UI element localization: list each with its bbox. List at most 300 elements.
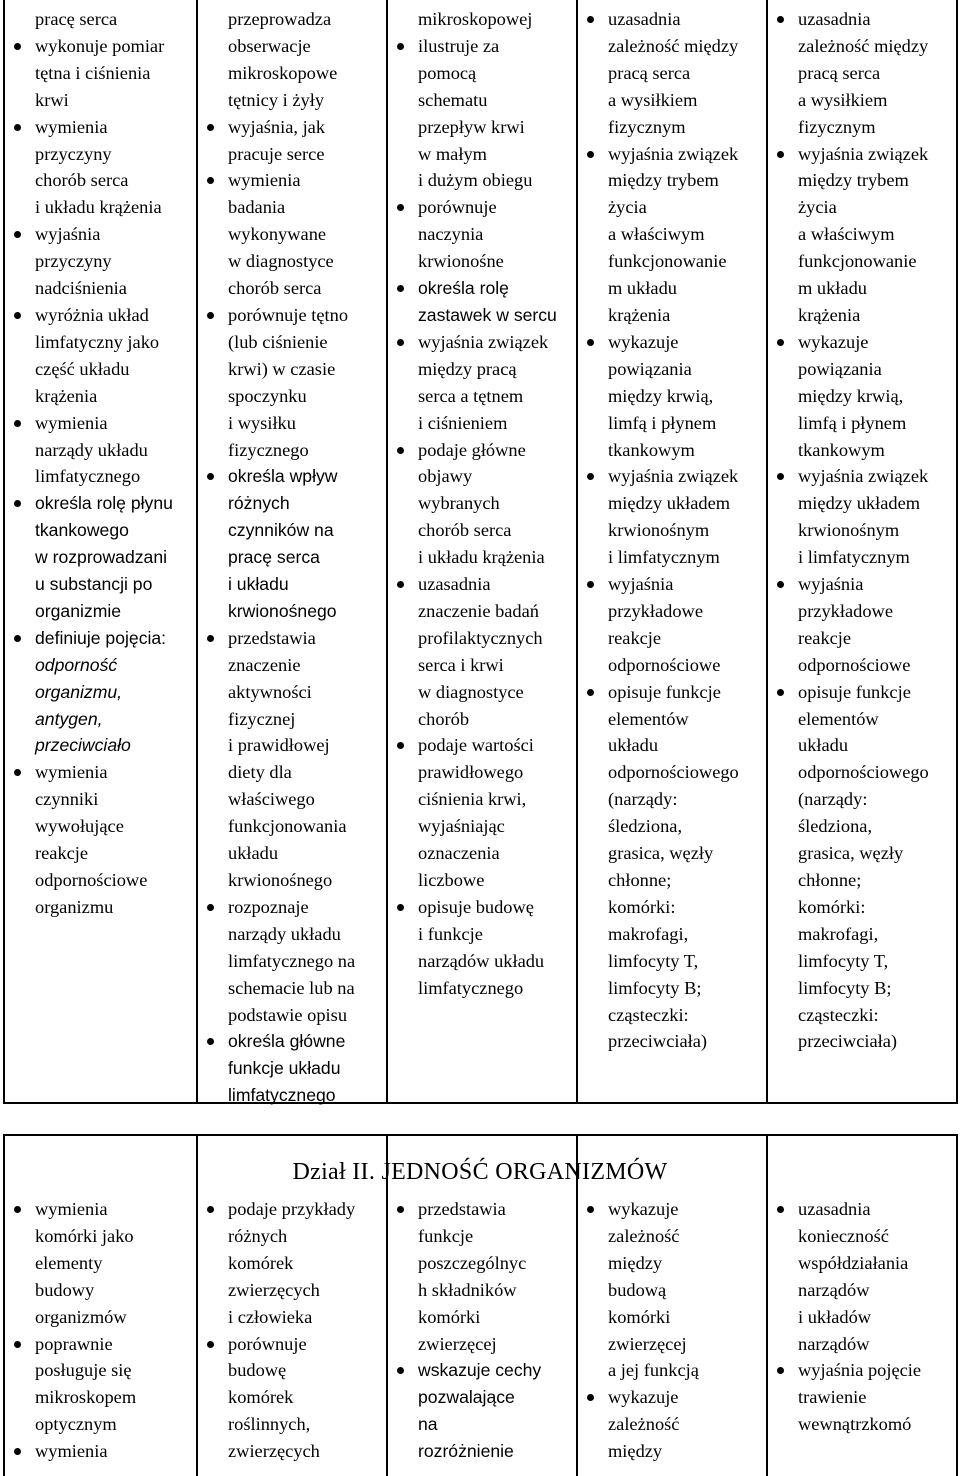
- text-line: między krwią,: [608, 385, 714, 406]
- bullet-item: [768, 463, 956, 571]
- bullet-item: [388, 275, 576, 329]
- bullet-icon: [777, 581, 784, 588]
- bullet-item: [388, 437, 576, 572]
- text-line: schemacie lub na: [228, 977, 355, 998]
- text-line: trawienie: [798, 1387, 867, 1408]
- bullet-item: [578, 1196, 766, 1384]
- text-line: krwionośnym: [608, 520, 710, 541]
- text-line: ilustruje za: [418, 35, 500, 56]
- column-content: [5, 1196, 196, 1465]
- text-line: funkcje: [418, 1225, 474, 1246]
- text-line: między trybem: [798, 170, 909, 191]
- text-line: i układów: [798, 1306, 872, 1327]
- text-line: wymienia: [35, 1199, 108, 1219]
- text-line: i limfatycznym: [608, 547, 720, 568]
- table-column-5: [768, 0, 958, 1102]
- bullet-item: [198, 114, 386, 168]
- text-line: pracą serca: [608, 62, 691, 83]
- text-line: fizycznym: [608, 116, 686, 137]
- text-line: zwierzęcych: [228, 1441, 320, 1462]
- bullet-icon: [14, 420, 21, 427]
- text-line: w diagnostyce: [418, 681, 524, 702]
- text-line: a jej funkcją: [608, 1360, 699, 1381]
- text-line: przyczyny: [35, 251, 112, 272]
- text-line: uzasadnia: [798, 9, 871, 29]
- text-line: wyjaśnia: [608, 574, 674, 595]
- bullet-item: [198, 302, 386, 463]
- text-line: odpornościowe: [608, 654, 721, 675]
- text-line: wykonuje pomiar: [35, 35, 165, 56]
- text-line: elementów: [608, 708, 689, 729]
- text-line: czynników na: [228, 520, 334, 541]
- text-line: krążenia: [798, 304, 861, 325]
- text-line: grasica, węzły: [798, 843, 904, 864]
- text-line: reakcje: [798, 627, 852, 648]
- text-line: wyróżnia układ: [35, 304, 149, 325]
- bullet-icon: [397, 904, 404, 911]
- text-line: przeciwciała): [608, 1031, 708, 1052]
- text-line: komórki jako: [35, 1225, 134, 1246]
- bullet-icon: [777, 1206, 784, 1213]
- text-line: organizmów: [35, 1306, 127, 1327]
- bullet-item: [768, 571, 956, 679]
- text-line: (lub ciśnienie: [228, 331, 328, 352]
- text-line: przeciwciała): [798, 1031, 898, 1052]
- text-line: chorób serca: [418, 520, 512, 541]
- column-content: [198, 1196, 386, 1465]
- text-line: zależność między: [798, 35, 929, 56]
- text-line: limfatycznego: [418, 977, 524, 998]
- bullet-item: [5, 1196, 196, 1331]
- text-line: porównuje tętno: [228, 304, 349, 325]
- text-line: limfatycznego na: [228, 950, 356, 971]
- bullet-item: [388, 732, 576, 893]
- bullet-icon: [587, 581, 594, 588]
- bullet-item: [198, 463, 386, 624]
- text-line: wyjaśnia związek: [798, 466, 929, 487]
- text-line: (narządy:: [608, 789, 678, 810]
- text-line: na: [418, 1414, 438, 1435]
- text-line: budowy: [35, 1279, 95, 1300]
- bullet-icon: [587, 689, 594, 696]
- text-line: opisuje funkcje: [798, 681, 911, 702]
- text-line: wymienia: [35, 762, 108, 783]
- table-column-3: [388, 0, 578, 1102]
- text-line: podaje wartości: [418, 735, 534, 756]
- text-line: wymienia: [228, 170, 301, 191]
- bullet-item: [768, 679, 956, 1056]
- continuation-text: [5, 6, 196, 33]
- text-line: uzasadnia: [798, 1199, 871, 1219]
- text-line: znaczenie: [228, 654, 301, 675]
- continuation-text: [198, 6, 386, 114]
- table-column-2: [198, 1136, 388, 1476]
- curriculum-table-top: [3, 0, 958, 1104]
- text-line: życia: [608, 197, 647, 218]
- text-line: w rozprowadzani: [35, 547, 168, 568]
- text-line: zwierzęcej: [418, 1333, 497, 1354]
- bullet-item: [5, 759, 196, 920]
- bullet-icon: [587, 473, 594, 480]
- bullet-item: [5, 490, 196, 625]
- bullet-icon: [777, 1367, 784, 1374]
- text-line: wykazuje: [798, 331, 869, 352]
- text-line: określa rolę: [418, 278, 509, 299]
- text-line: narządów: [798, 1279, 870, 1300]
- text-line: diety dla: [228, 762, 292, 783]
- text-line: chorób serca: [35, 170, 129, 191]
- bullet-item: [198, 894, 386, 1029]
- bullet-item: [578, 679, 766, 1056]
- bullet-item: [388, 1196, 576, 1357]
- text-line: podaje przykłady: [228, 1199, 356, 1219]
- text-line: serca a tętnem: [418, 385, 524, 406]
- bullet-item: [198, 1028, 386, 1109]
- text-line: przykładowe: [608, 600, 703, 621]
- text-line: elementy: [35, 1252, 103, 1273]
- text-line: odporność: [35, 654, 118, 675]
- text-line: roślinnych,: [228, 1414, 311, 1435]
- bullet-item: [198, 1196, 386, 1331]
- text-line: limfatyczny jako: [35, 331, 160, 352]
- bullet-item: [388, 894, 576, 1002]
- text-line: tętna i ciśnienia: [35, 62, 151, 83]
- text-line: określa rolę płynu: [35, 493, 173, 514]
- text-line: i układu: [228, 574, 289, 595]
- text-line: limfatycznego: [228, 1085, 336, 1106]
- text-line: przeprowadza: [228, 9, 332, 29]
- text-line: wymienia: [35, 116, 108, 137]
- text-line: budową: [608, 1279, 667, 1300]
- text-line: znaczenie badań: [418, 600, 539, 621]
- text-line: wyjaśnia związek: [798, 143, 929, 164]
- text-line: cząsteczki:: [798, 1004, 879, 1025]
- bullet-icon: [207, 124, 214, 131]
- bullet-icon: [397, 339, 404, 346]
- text-line: narządy układu: [35, 439, 148, 460]
- column-content: [578, 1196, 766, 1465]
- bullet-icon: [14, 1206, 21, 1213]
- bullet-item: [198, 1331, 386, 1466]
- bullet-icon: [587, 1394, 594, 1401]
- column-content: [768, 6, 956, 1055]
- text-line: zależność: [608, 1414, 680, 1435]
- bullet-item: [578, 463, 766, 571]
- text-line: wykazuje: [608, 1387, 679, 1408]
- text-line: limfocyty T,: [608, 950, 699, 971]
- text-line: uzasadnia: [418, 574, 491, 595]
- text-line: i układu krążenia: [35, 197, 162, 218]
- text-line: wykonywane: [228, 224, 327, 245]
- text-line: wymienia: [35, 412, 108, 433]
- text-line: pozwalające: [418, 1387, 515, 1408]
- text-line: uzasadnia: [608, 9, 681, 29]
- bullet-item: [5, 1438, 196, 1465]
- text-line: układu: [798, 735, 849, 756]
- text-line: reakcje: [608, 627, 662, 648]
- bullet-icon: [777, 473, 784, 480]
- text-line: krwionośnego: [228, 600, 337, 621]
- text-line: między układem: [798, 493, 921, 514]
- text-line: definiuje pojęcia:: [35, 627, 167, 648]
- text-line: funkcje układu: [228, 1058, 341, 1079]
- bullet-icon: [587, 1206, 594, 1213]
- text-line: elementów: [798, 708, 879, 729]
- bullet-icon: [397, 581, 404, 588]
- bullet-item: [5, 33, 196, 114]
- text-line: rozpoznaje: [228, 896, 309, 917]
- bullet-item: [578, 571, 766, 679]
- text-line: m układu: [608, 278, 677, 299]
- bullet-item: [578, 141, 766, 329]
- text-line: pracę serca: [228, 547, 320, 568]
- text-line: krwionośne: [418, 251, 504, 272]
- text-line: wewnątrzkomó: [798, 1414, 912, 1435]
- text-line: mikroskopowe: [228, 62, 338, 83]
- text-line: funkcjonowania: [228, 816, 347, 837]
- text-line: wyjaśnia: [35, 224, 101, 245]
- text-line: profilaktycznych: [418, 627, 543, 648]
- bullet-item: [768, 141, 956, 329]
- text-line: funkcjonowanie: [608, 251, 727, 272]
- curriculum-table-bottom: [3, 1134, 958, 1476]
- text-line: wyjaśniając: [418, 816, 505, 837]
- text-line: limfą i płynem: [798, 412, 907, 433]
- bullet-icon: [587, 16, 594, 23]
- bullet-item: [388, 1357, 576, 1465]
- text-line: grasica, węzły: [608, 843, 714, 864]
- bullet-item: [768, 329, 956, 464]
- text-line: w diagnostyce: [228, 251, 334, 272]
- bullet-icon: [207, 177, 214, 184]
- text-line: wymienia: [35, 1441, 108, 1462]
- text-line: wykazuje: [608, 331, 679, 352]
- bullet-item: [388, 571, 576, 732]
- text-line: i człowieka: [228, 1306, 313, 1327]
- text-line: przepływ krwi: [418, 116, 525, 137]
- text-line: między: [608, 1252, 663, 1273]
- text-line: narządów: [798, 1333, 870, 1354]
- table-column-1: [5, 1136, 198, 1476]
- text-line: przeciwciało: [35, 735, 131, 756]
- text-line: między układem: [608, 493, 731, 514]
- text-line: poszczególnyc: [418, 1252, 527, 1273]
- text-line: organizmu,: [35, 681, 123, 702]
- text-line: między pracą: [418, 358, 517, 379]
- bullet-icon: [207, 1206, 214, 1213]
- text-line: a właściwym: [608, 224, 705, 245]
- text-line: komórki: [608, 1306, 671, 1327]
- text-line: wywołujące: [35, 816, 124, 837]
- text-line: właściwego: [228, 789, 315, 810]
- text-line: liczbowe: [418, 870, 485, 890]
- text-line: zależność: [608, 1225, 680, 1246]
- bullet-icon: [397, 204, 404, 211]
- bullet-icon: [14, 769, 21, 776]
- bullet-item: [5, 221, 196, 302]
- text-line: powiązania: [798, 358, 882, 379]
- bullet-icon: [14, 124, 21, 131]
- text-line: chłonne;: [798, 870, 862, 890]
- bullet-icon: [14, 500, 21, 507]
- table-column-5: [768, 1136, 958, 1476]
- bullet-icon: [397, 742, 404, 749]
- bullet-icon: [397, 1367, 404, 1374]
- text-line: funkcjonowanie: [798, 251, 917, 272]
- text-line: poprawnie: [35, 1333, 113, 1354]
- bullet-item: [5, 410, 196, 491]
- text-line: makrofagi,: [798, 923, 879, 944]
- text-line: fizycznej: [228, 708, 296, 729]
- bullet-item: [768, 6, 956, 141]
- text-line: reakcje: [35, 843, 89, 864]
- text-line: wyjaśnia, jak: [228, 116, 326, 137]
- text-line: przyczyny: [35, 143, 112, 164]
- text-line: limfą i płynem: [608, 412, 717, 433]
- text-line: ciśnienia krwi,: [418, 789, 527, 810]
- text-line: porównuje: [418, 197, 497, 218]
- text-line: podstawie opisu: [228, 1004, 348, 1025]
- bullet-icon: [14, 1448, 21, 1455]
- text-line: posługuje się: [35, 1360, 132, 1381]
- text-line: pracę serca: [35, 9, 118, 29]
- text-line: w małym: [418, 143, 487, 164]
- text-line: między trybem: [608, 170, 719, 191]
- text-line: a właściwym: [798, 224, 895, 245]
- text-line: optycznym: [35, 1414, 117, 1435]
- text-line: fizycznego: [228, 439, 309, 460]
- text-line: odpornościowego: [608, 762, 739, 783]
- text-line: i wysiłku: [228, 412, 296, 433]
- text-line: limfocyty T,: [798, 950, 889, 971]
- text-line: m układu: [798, 278, 867, 299]
- text-line: a wysiłkiem: [798, 89, 888, 110]
- text-line: u substancji po: [35, 574, 153, 595]
- bullet-icon: [777, 16, 784, 23]
- text-line: i funkcje: [418, 923, 483, 944]
- bullet-item: [5, 114, 196, 222]
- text-line: określa główne: [228, 1031, 346, 1052]
- text-line: współdziałania: [798, 1252, 909, 1273]
- text-line: krwionośnym: [798, 520, 900, 541]
- bullet-item: [5, 625, 196, 760]
- text-line: wybranych: [418, 493, 500, 514]
- text-line: wyjaśnia pojęcie: [798, 1360, 922, 1381]
- bullet-icon: [207, 1341, 214, 1348]
- text-line: odpornościowe: [798, 654, 911, 675]
- bullet-icon: [14, 635, 21, 642]
- text-line: schematu: [418, 89, 488, 110]
- column-content: [198, 6, 386, 1109]
- text-line: odpornościowego: [798, 762, 929, 783]
- text-line: określa wpływ: [228, 466, 338, 487]
- text-line: układu: [608, 735, 659, 756]
- text-line: śledziona,: [608, 816, 683, 837]
- table-column-1: [5, 0, 198, 1102]
- text-line: porównuje: [228, 1333, 307, 1354]
- bullet-icon: [397, 285, 404, 292]
- text-line: i limfatycznym: [798, 547, 910, 568]
- text-line: mikroskopowej: [418, 9, 533, 29]
- bullet-item: [578, 6, 766, 141]
- text-line: mikroskopem: [35, 1387, 137, 1408]
- text-line: między: [608, 1441, 663, 1462]
- text-line: przedstawia: [228, 627, 316, 648]
- bullet-icon: [14, 1341, 21, 1348]
- text-line: wyjaśnia: [798, 574, 864, 595]
- text-line: oznaczenia: [418, 843, 500, 864]
- bullet-item: [5, 1331, 196, 1439]
- bullet-item: [388, 194, 576, 275]
- text-line: przykładowe: [798, 600, 893, 621]
- text-line: budowę: [228, 1360, 287, 1381]
- text-line: przedstawia: [418, 1199, 506, 1219]
- text-line: i ciśnieniem: [418, 412, 508, 433]
- text-line: serca i krwi: [418, 654, 504, 675]
- text-line: limfatycznego: [35, 466, 141, 487]
- column-content: [578, 6, 766, 1055]
- bullet-item: [768, 1196, 956, 1357]
- text-line: h składników: [418, 1279, 517, 1300]
- bullet-icon: [397, 1206, 404, 1213]
- text-line: limfocyty B;: [608, 977, 702, 998]
- bullet-item: [5, 302, 196, 410]
- text-line: i prawidłowej: [228, 735, 330, 756]
- text-line: limfocyty B;: [798, 977, 892, 998]
- text-line: śledziona,: [798, 816, 873, 837]
- text-line: tkankowego: [35, 520, 129, 541]
- column-content: [5, 6, 196, 921]
- text-line: i układu krążenia: [418, 547, 545, 568]
- text-line: wykazuje: [608, 1199, 679, 1219]
- bullet-icon: [207, 904, 214, 911]
- text-line: krwionośnego: [228, 870, 333, 890]
- bullet-icon: [397, 43, 404, 50]
- section-title: Dział II. JEDNOŚĆ ORGANIZMÓW: [292, 1159, 668, 1185]
- text-line: podaje główne: [418, 439, 526, 460]
- text-line: wyjaśnia związek: [608, 143, 739, 164]
- text-line: konieczność: [798, 1225, 889, 1246]
- bullet-item: [578, 1384, 766, 1465]
- bullet-icon: [14, 231, 21, 238]
- text-line: wyjaśnia związek: [418, 331, 549, 352]
- text-line: pracą serca: [798, 62, 881, 83]
- text-line: (narządy:: [798, 789, 868, 810]
- bullet-item: [198, 167, 386, 302]
- text-line: zastawek w sercu: [418, 304, 557, 325]
- text-line: układu: [228, 843, 279, 864]
- column-content: [388, 6, 576, 1002]
- text-line: nadciśnienia: [35, 278, 127, 299]
- text-line: objawy: [418, 466, 473, 487]
- bullet-item: [578, 329, 766, 464]
- bullet-icon: [587, 151, 594, 158]
- text-line: prawidłowego: [418, 762, 524, 783]
- bullet-icon: [397, 447, 404, 454]
- text-line: badania: [228, 197, 286, 218]
- bullet-icon: [207, 635, 214, 642]
- text-line: pomocą: [418, 62, 477, 83]
- text-line: wyjaśnia związek: [608, 466, 739, 487]
- text-line: chorób: [418, 708, 470, 729]
- table-column-4: [578, 0, 768, 1102]
- text-line: komórek: [228, 1387, 294, 1408]
- bullet-item: [198, 625, 386, 894]
- text-line: komórki:: [608, 896, 676, 917]
- bullet-icon: [207, 312, 214, 319]
- text-line: opisuje funkcje: [608, 681, 721, 702]
- continuation-text: [388, 6, 576, 33]
